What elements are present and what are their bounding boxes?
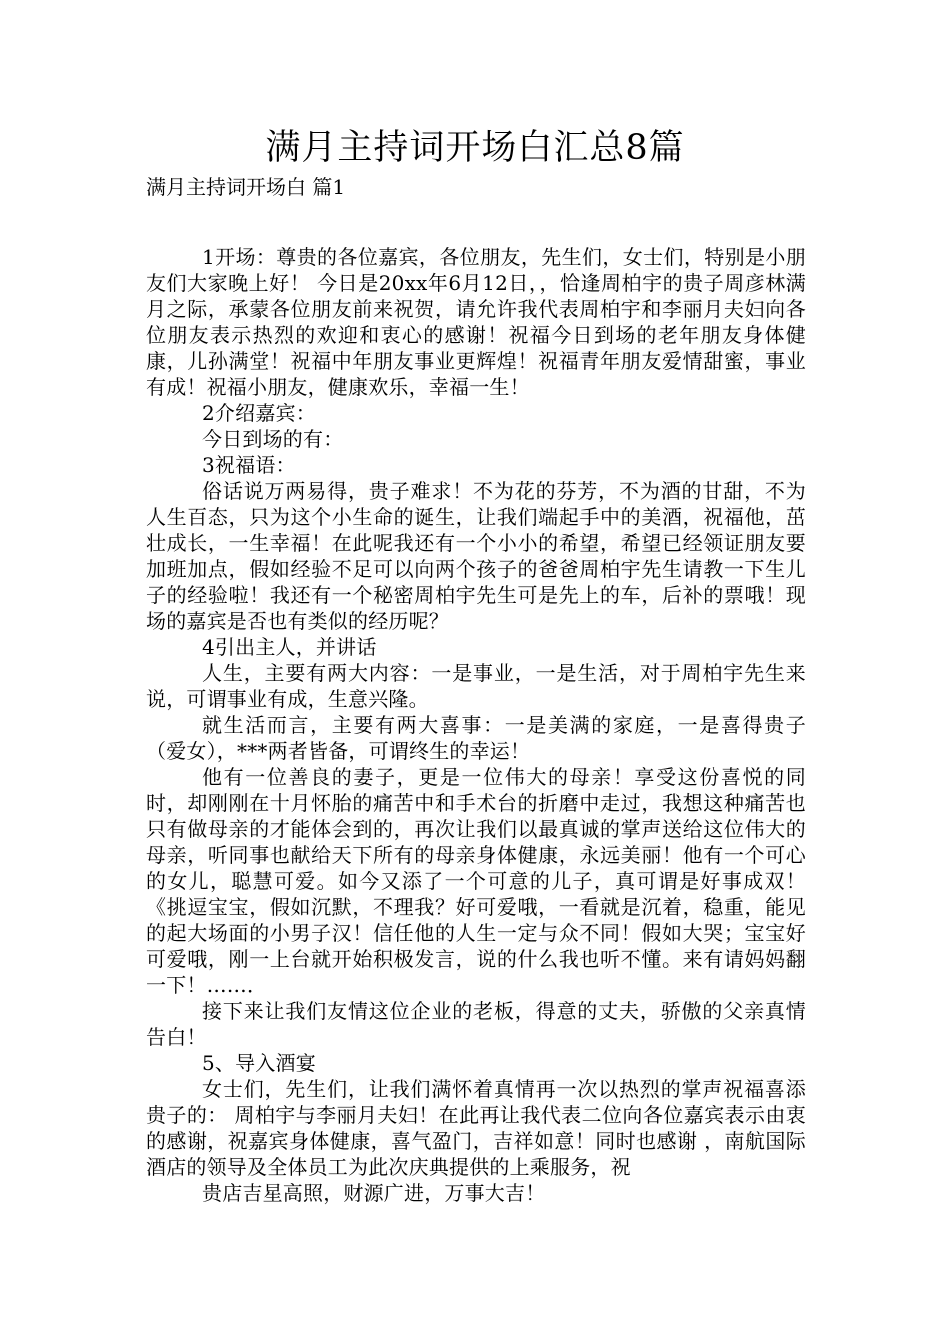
- paragraph-father-speech: 接下来让我们友情这位企业的老板，得意的丈夫，骄傲的父亲真情告白！: [146, 999, 806, 1049]
- paragraph-banquet: 女士们，先生们，让我们满怀着真情再一次以热烈的掌声祝福喜添贵子的： 周柏宇与李丽月夫妇！在此再让我代表二位向各位嘉宾表示由衷的感谢，祝嘉宾身体健康，喜气盈门，吉祥如意！同时也感谢 ，南航国际酒店的领导及全体员工为此次庆典提供的上乘服务，祝: [146, 1077, 806, 1179]
- paragraph-mother: 他有一位善良的妻子，更是一位伟大的母亲！享受这份喜悦的同时，却刚刚在十月怀胎的痛苦中和手术台的折磨中走过，我想这种痛苦也只有做母亲的才能体会到的，再次让我们以最真诚的掌声送给这位伟大的母亲，听同事也献给天下所有的母亲身体健康，永远美丽！他有一个可心的女儿，聪慧可爱。如今又添了一个可意的儿子，真可谓是好事成双！《挑逗宝宝，假如沉默，不理我？好可爱哦，一看就是沉着，稳重，能见的起大场面的小男子汉！信任他的人生一定与众不同！假如大哭；宝宝好可爱哦，刚一上台就开始积极发言，说的什么我也听不懂。来有请妈妈翻一下！……．: [146, 765, 806, 997]
- paragraph-blessing-heading: 3祝福语：: [202, 453, 296, 477]
- document-title: 满月主持词开场白汇总8篇: [265, 128, 685, 168]
- paragraph-host-heading: 4引出主人，并讲话: [202, 635, 377, 659]
- paragraph-life: 就生活而言，主要有两大喜事：一是美满的家庭，一是喜得贵子（爱女），***两者皆备，可谓终生的幸运！: [146, 713, 806, 763]
- document-body: [146, 244, 806, 1206]
- paragraph-guests-present: 今日到场的有：: [202, 427, 344, 451]
- paragraph-banquet-heading: 5、导入酒宴: [202, 1051, 316, 1075]
- paragraph-opening: 1开场：尊贵的各位嘉宾，各位朋友，先生们，女士们，特别是小朋友们大家晚上好！ 今日是20xx年6月12日，，恰逢周柏宇的贵子周彦林满月之际，承蒙各位朋友前来祝贺，请允许我代表周柏宇和李丽月夫妇向各位朋友表示热烈的欢迎和衷心的感谢！祝福今日到场的老年朋友身体健康，儿孙满堂！祝福中年朋友事业更辉煌！祝福青年朋友爱情甜蜜，事业有成！祝福小朋友，健康欢乐，幸福一生！: [146, 245, 806, 399]
- paragraph-career: 人生，主要有两大内容：一是事业，一是生活，对于周柏宇先生来说，可谓事业有成，生意兴隆。: [146, 661, 806, 711]
- paragraph-introduce-guests-heading: 2介绍嘉宾：: [202, 401, 316, 425]
- section-heading: 满月主持词开场白 篇1: [146, 175, 346, 199]
- paragraph-blessing: 俗话说万两易得，贵子难求！不为花的芬芳，不为酒的甘甜，不为人生百态，只为这个小生命的诞生，让我们端起手中的美酒，祝福他，茁壮成长，一生幸福！在此呢我还有一个小小的希望，希望已经领证朋友要加班加点，假如经验不足可以向两个孩子的爸爸周柏宇先生请教一下生儿子的经验啦！我还有一个秘密周柏宇先生可是先上的车，后补的票哦！现场的嘉宾是否也有类似的经历呢？: [146, 479, 806, 633]
- paragraph-closing: 贵店吉星高照，财源广进，万事大吉！: [202, 1181, 546, 1205]
